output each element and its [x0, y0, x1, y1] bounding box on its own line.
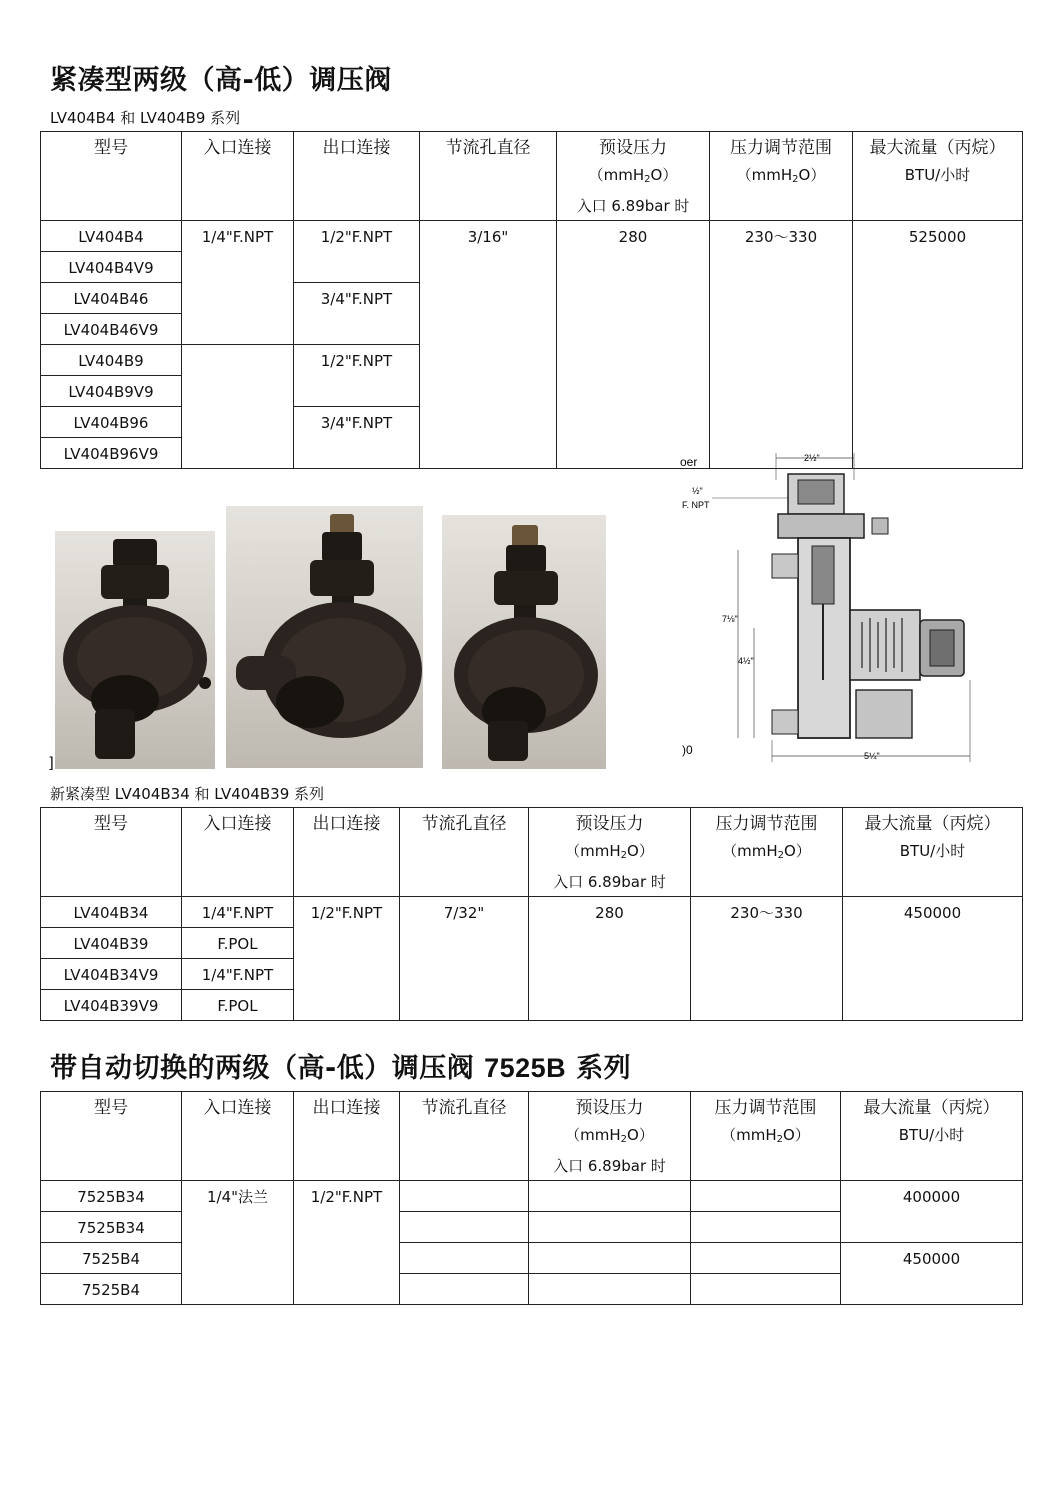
preset-cell-empty	[529, 1274, 691, 1305]
orifice-cell-empty	[400, 1181, 529, 1212]
header-range-unit: （mmH2O）	[722, 842, 811, 861]
inlet-cell: F.POL	[182, 928, 294, 959]
orifice-cell-empty	[400, 1243, 529, 1274]
range-cell-empty	[691, 1212, 841, 1243]
model-cell: LV404B39	[41, 928, 182, 959]
model-cell: LV404B9	[41, 345, 182, 376]
range-cell-empty	[691, 1181, 841, 1212]
section1-title: 紧凑型两级（高-低）调压阀	[50, 65, 392, 96]
inlet-cell: 1/4"F.NPT	[182, 959, 294, 990]
regulator-photo-1-image	[55, 531, 215, 769]
range-cell-empty	[691, 1274, 841, 1305]
diagram-height-total: 7⅛"	[722, 614, 738, 624]
header-inlet: 入口连接	[182, 132, 294, 221]
header-orifice: 节流孔直径	[420, 132, 557, 221]
header-range	[710, 132, 853, 221]
regulator-photo-3-image	[442, 515, 606, 769]
header-range	[691, 808, 843, 897]
model-cell: LV404B9V9	[41, 376, 182, 407]
section1-table	[40, 131, 1023, 469]
inlet-cell: F.POL	[182, 990, 294, 1021]
regulator-photo-1	[55, 531, 215, 769]
header-flow	[841, 1092, 1023, 1181]
model-cell: LV404B46V9	[41, 314, 182, 345]
header-orifice: 节流孔直径	[400, 808, 529, 897]
header-preset-unit: （mmH2O）	[565, 842, 654, 861]
header-inlet: 入口连接	[182, 1092, 294, 1181]
orifice-cell: 3/16"	[420, 221, 557, 469]
model-cell: LV404B34	[41, 897, 182, 928]
preset-cell-empty	[529, 1212, 691, 1243]
header-flow	[843, 808, 1023, 897]
header-model: 型号	[41, 1092, 182, 1181]
diagram-height-mid: 4½"	[738, 656, 754, 666]
flow-cell: 400000	[841, 1181, 1023, 1243]
header-model: 型号	[41, 132, 182, 221]
header-preset-unit: （mmH2O）	[588, 166, 678, 185]
section2-subtitle: 新紧凑型 LV404B34 和 LV404B39 系列	[50, 785, 325, 803]
range-cell: 230～330	[691, 897, 843, 1021]
inlet-cell-empty	[182, 345, 294, 469]
preset-cell: 280	[557, 221, 710, 469]
model-cell: 7525B34	[41, 1181, 182, 1212]
inlet-cell: 1/4"F.NPT	[182, 221, 294, 345]
preset-cell-empty	[529, 1243, 691, 1274]
preset-cell: 280	[529, 897, 691, 1021]
preset-cell-empty	[529, 1181, 691, 1212]
orifice-cell-empty	[400, 1274, 529, 1305]
regulator-photo-2	[226, 506, 423, 768]
figure-bracket: ]	[48, 754, 54, 772]
model-cell: LV404B46	[41, 283, 182, 314]
model-cell: 7525B4	[41, 1243, 182, 1274]
outlet-cell: 3/4"F.NPT	[294, 283, 420, 345]
header-preset	[529, 1092, 691, 1181]
diagram-label-half: ½"	[692, 486, 703, 496]
table-header-row	[41, 808, 1023, 897]
header-range	[691, 1092, 841, 1181]
model-cell: LV404B34V9	[41, 959, 182, 990]
model-cell: LV404B4	[41, 221, 182, 252]
section3-title: 带自动切换的两级（高-低）调压阀 7525B 系列	[50, 1053, 632, 1084]
range-cell-empty	[691, 1243, 841, 1274]
header-preset-label: 预设压力	[575, 1098, 644, 1118]
table-row	[41, 221, 1023, 252]
model-cell: LV404B96	[41, 407, 182, 438]
orifice-cell-empty	[400, 1212, 529, 1243]
header-flow	[853, 132, 1023, 221]
header-model: 型号	[41, 808, 182, 897]
regulator-cross-section-diagram	[676, 450, 986, 768]
model-cell: LV404B39V9	[41, 990, 182, 1021]
outlet-cell: 1/2"F.NPT	[294, 221, 420, 283]
inlet-cell: 1/4"法兰	[182, 1181, 294, 1305]
flow-cell: 450000	[841, 1243, 1023, 1305]
header-outlet: 出口连接	[294, 808, 400, 897]
header-preset-condition: 入口 6.89bar 时	[553, 1157, 666, 1175]
regulator-photo-3	[442, 515, 606, 769]
table-header-row	[41, 1092, 1023, 1181]
inlet-cell: 1/4"F.NPT	[182, 897, 294, 928]
table-header-row	[41, 132, 1023, 221]
diagram-cut-label-top: oer	[680, 455, 698, 469]
section2-table	[40, 807, 1023, 1021]
outlet-cell: 1/2"F.NPT	[294, 345, 420, 407]
header-outlet: 出口连接	[294, 1092, 400, 1181]
outlet-cell: 3/4"F.NPT	[294, 407, 420, 469]
diagram-label-npt: F. NPT	[682, 500, 710, 510]
outlet-cell: 1/2"F.NPT	[294, 1181, 400, 1305]
flow-cell: 450000	[843, 897, 1023, 1021]
header-preset	[557, 132, 710, 221]
model-cell: LV404B96V9	[41, 438, 182, 469]
header-range-unit: （mmH2O）	[736, 166, 826, 185]
orifice-cell: 7/32"	[400, 897, 529, 1021]
header-preset-label: 预设压力	[575, 814, 644, 834]
header-orifice: 节流孔直径	[400, 1092, 529, 1181]
header-preset-label: 预设压力	[599, 138, 667, 158]
header-flow-unit: BTU/小时	[898, 1126, 965, 1144]
model-cell: LV404B4V9	[41, 252, 182, 283]
model-cell: 7525B34	[41, 1212, 182, 1243]
section3-table	[40, 1091, 1023, 1305]
flow-cell: 525000	[853, 221, 1023, 469]
model-cell: 7525B4	[41, 1274, 182, 1305]
header-flow-unit: BTU/小时	[899, 842, 966, 860]
header-preset-unit: （mmH2O）	[565, 1126, 654, 1145]
header-flow-label: 最大流量（丙烷）	[863, 1098, 1000, 1118]
range-cell: 230～330	[710, 221, 853, 469]
header-preset-condition: 入口 6.89bar 时	[576, 197, 690, 215]
header-range-unit: （mmH2O）	[721, 1126, 810, 1145]
diagram-cut-label-bottom: )0	[682, 743, 693, 757]
header-range-label: 压力调节范围	[714, 1098, 817, 1118]
header-flow-label: 最大流量（丙烷）	[864, 814, 1001, 834]
header-flow-label: 最大流量（丙烷）	[869, 138, 1006, 158]
section1-subtitle: LV404B4 和 LV404B9 系列	[50, 109, 241, 127]
diagram-top-width: 2½"	[804, 453, 820, 463]
header-preset	[529, 808, 691, 897]
header-flow-unit: BTU/小时	[904, 166, 971, 184]
table-row	[41, 1181, 1023, 1212]
header-preset-condition: 入口 6.89bar 时	[553, 873, 666, 891]
header-inlet: 入口连接	[182, 808, 294, 897]
regulator-photo-2-image	[226, 506, 423, 768]
table-row	[41, 897, 1023, 928]
header-range-label: 压力调节范围	[730, 138, 832, 158]
header-outlet: 出口连接	[294, 132, 420, 221]
diagram-bottom-width: 5¼"	[864, 751, 880, 761]
header-range-label: 压力调节范围	[715, 814, 818, 834]
outlet-cell: 1/2"F.NPT	[294, 897, 400, 1021]
